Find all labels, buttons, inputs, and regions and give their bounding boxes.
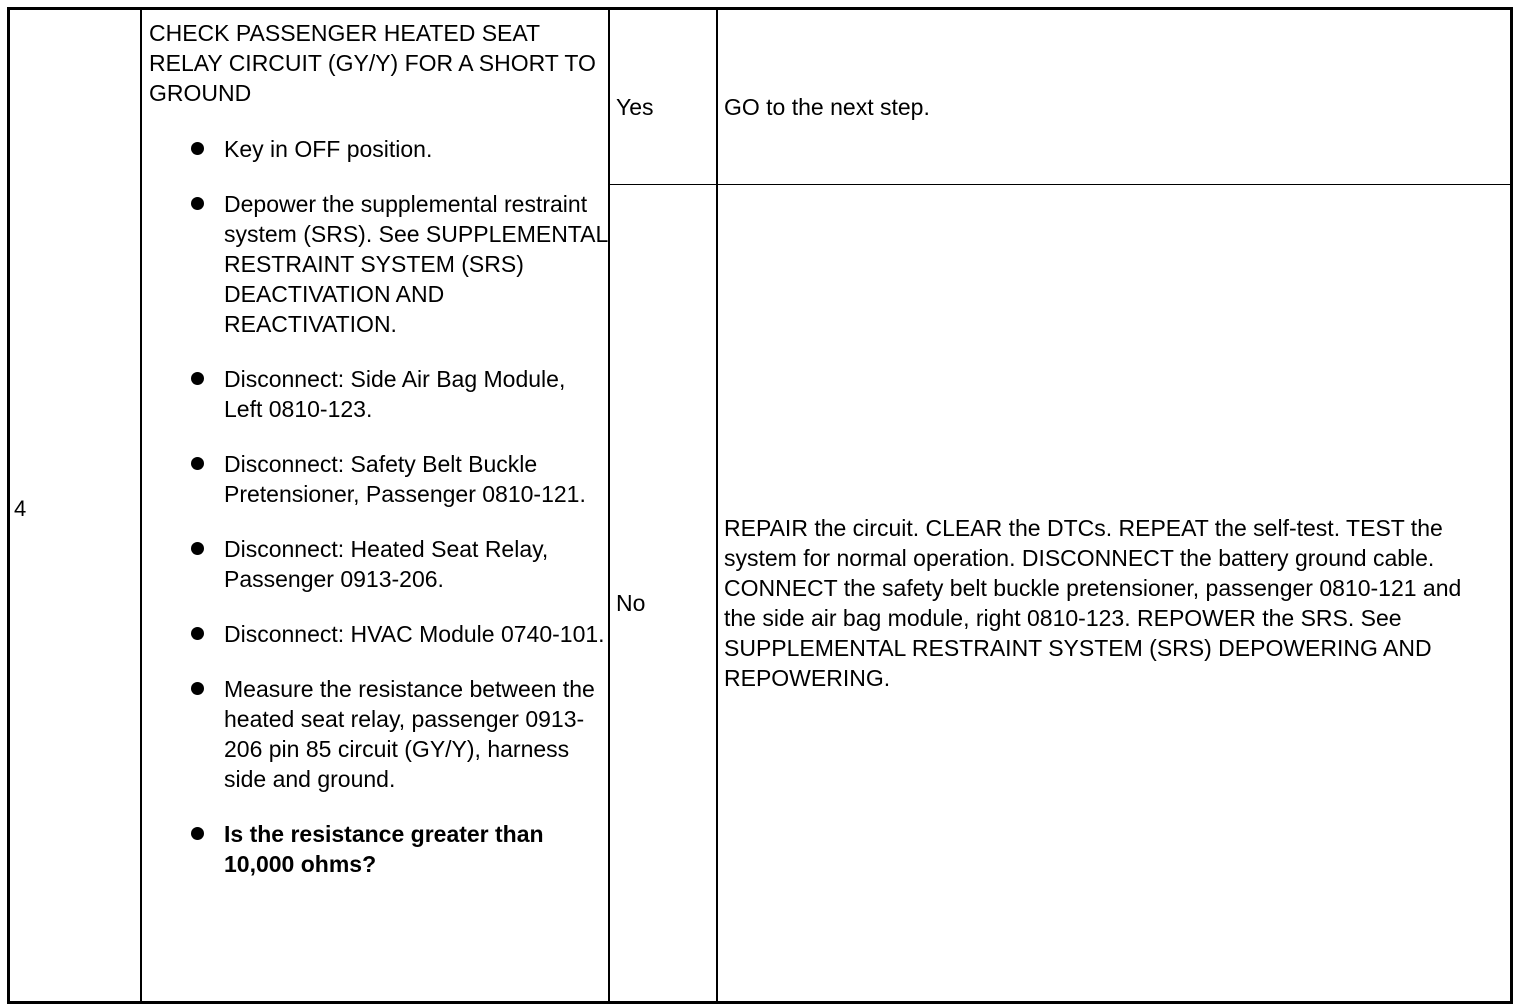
column-divider-step — [140, 10, 142, 1001]
list-item — [149, 364, 609, 424]
column-divider-result — [716, 10, 718, 1001]
list-item-text: Key in OFF position. — [224, 136, 433, 162]
bullet-icon — [191, 142, 204, 155]
test-step-title: CHECK PASSENGER HEATED SEAT RELAY CIRCUIT (GY/Y) FOR A SHORT TO GROUND — [149, 20, 596, 106]
result-no-label: No — [616, 590, 646, 616]
action-no-text: REPAIR the circuit. CLEAR the DTCs. REPEAT the self-test. TEST the system for normal operation. DISCONNECT the battery ground cable. CONNECT the safety belt buckle pretensioner, passenger 0810-121 and the side air bag module, right 0810-123. REPOWER the SRS. See SUPPLEMENTAL RESTRAINT SYSTEM (SRS) DEPOWERING AND REPOWERING. — [724, 515, 1462, 691]
bullet-icon — [191, 457, 204, 470]
test-question-text: Is the resistance greater than 10,000 ohms? — [224, 821, 544, 877]
list-item — [149, 449, 609, 509]
bullet-icon — [191, 827, 204, 840]
bullet-icon — [191, 627, 204, 640]
list-item — [149, 674, 609, 794]
list-item — [149, 534, 609, 594]
list-item — [149, 189, 609, 339]
test-question — [149, 819, 609, 879]
test-step-list — [149, 134, 609, 879]
list-item-text: Disconnect: Safety Belt Buckle Pretensioner, Passenger 0810-121. — [224, 451, 586, 507]
bullet-icon — [191, 542, 204, 555]
list-item — [149, 619, 609, 649]
diagnostic-table — [7, 7, 1513, 1004]
step-number: 4 — [14, 496, 27, 521]
result-yes-label: Yes — [616, 94, 654, 120]
list-item-text: Depower the supplemental restraint system (SRS). See SUPPLEMENTAL RESTRAINT SYSTEM (SRS) DEACTIVATION AND REACTIVATION. — [224, 191, 608, 337]
list-item — [149, 134, 609, 164]
bullet-icon — [191, 197, 204, 210]
bullet-icon — [191, 682, 204, 695]
bullet-icon — [191, 372, 204, 385]
row-divider-yes-no — [608, 184, 1510, 185]
action-yes-text: GO to the next step. — [724, 94, 930, 120]
list-item-text: Disconnect: HVAC Module 0740-101. — [224, 621, 605, 647]
list-item-text: Disconnect: Heated Seat Relay, Passenger 0913-206. — [224, 536, 549, 592]
list-item-text: Measure the resistance between the heated seat relay, passenger 0913-206 pin 85 circuit (GY/Y), harness side and ground. — [224, 676, 595, 792]
test-step-cell — [149, 18, 609, 904]
list-item-text: Disconnect: Side Air Bag Module, Left 0810-123. — [224, 366, 566, 422]
